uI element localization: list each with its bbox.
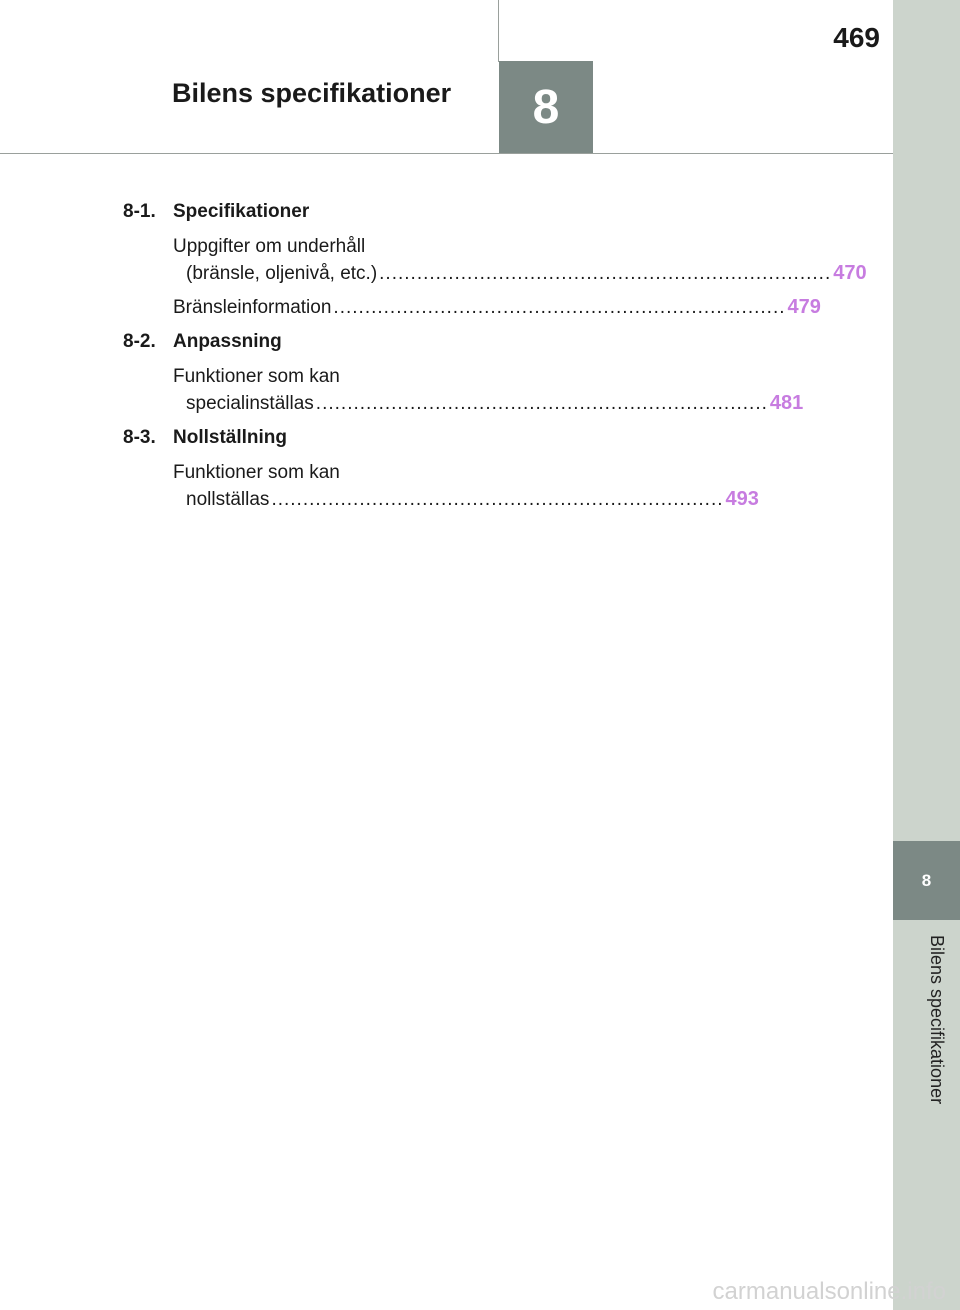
section-number: 8-3.	[123, 427, 156, 448]
header-divider-horizontal	[0, 153, 893, 154]
entry-title-line1: Uppgifter om underhåll	[173, 236, 366, 257]
section-number: 8-1.	[123, 201, 156, 222]
dot-leader: ........................................................................	[315, 393, 768, 414]
section-title: Anpassning	[173, 331, 282, 352]
entry-title-line2: specialinställas	[186, 393, 314, 414]
section-title: Specifikationer	[173, 201, 310, 222]
header-divider-vertical	[498, 0, 499, 62]
page-link[interactable]: 481	[769, 392, 804, 414]
chapter-title: Bilens specifikationer	[172, 78, 452, 108]
entry-title-line1: Funktioner som kan	[173, 366, 340, 387]
dot-leader: ........................................................................	[379, 263, 832, 284]
entry-title-line1: Funktioner som kan	[173, 462, 340, 483]
table-of-contents	[123, 198, 867, 520]
section-title: Nollställning	[173, 427, 287, 448]
section-number: 8-2.	[123, 331, 156, 352]
toc-section-8-2	[123, 328, 468, 355]
side-tab-label: Bilens specifikationer	[927, 935, 947, 1105]
entry-title-line2: (bränsle, oljenivå, etc.)	[186, 263, 378, 284]
side-tab-chapter-number: 8	[893, 841, 960, 920]
toc-entry-bransleinformation[interactable]	[173, 294, 821, 321]
entry-title: Bränsleinformation	[173, 297, 332, 318]
dot-leader: ........................................................................	[271, 489, 724, 510]
dot-leader: ........................................................................	[333, 297, 786, 318]
chapter-number-box: 8	[499, 61, 593, 154]
page-number: 469	[833, 22, 880, 53]
toc-entry-specialinstallas[interactable]	[173, 363, 804, 417]
entry-title-line2: nollställas	[186, 489, 270, 510]
watermark: carmanualsonline.info	[712, 1278, 946, 1305]
page-link[interactable]: 493	[725, 488, 759, 510]
page-link[interactable]: 479	[787, 296, 821, 318]
page-link[interactable]: 470	[833, 262, 867, 284]
toc-entry-nollstallas[interactable]	[173, 459, 759, 513]
side-tab	[893, 0, 960, 1310]
toc-entry-underhall[interactable]	[173, 233, 867, 287]
toc-section-8-1	[123, 198, 468, 225]
toc-section-8-3	[123, 424, 468, 451]
